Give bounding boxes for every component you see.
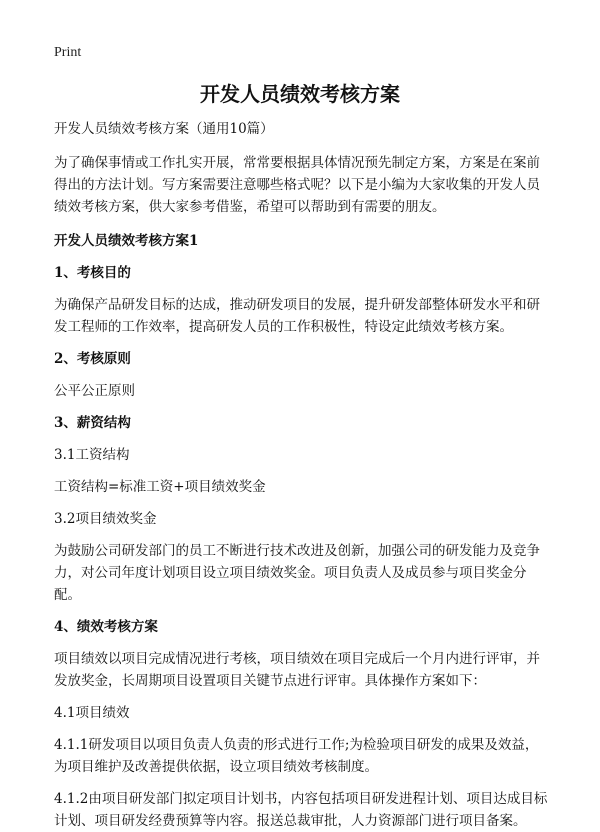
section-4-1-1-text: 4.1.1研发项目以项目负责人负责的形式进行工作;为检验项目研发的成果及效益，为项目维护及改善提供依据，设立项目绩效考核制度。 (54, 737, 539, 775)
section-3-2-heading: 3.2项目绩效奖金 (54, 511, 157, 527)
section-3-heading: 3、薪资结构 (54, 415, 131, 431)
section-4-text: 项目绩效以项目完成情况进行考核，项目绩效在项目完成后一个月内进行评审，并发放奖金，长周期项目设置项目关键节点进行评审。具体操作方案如下： (54, 651, 540, 689)
section-4-1-2-text: 4.1.2由项目研发部门拟定项目计划书，内容包括项目研发进程计划、项目达成目标计划、项目研发经费预算等内容。报送总裁审批，人力资源部门进行项目备案。 (54, 791, 548, 829)
section-4-heading: 4、绩效考核方案 (54, 619, 158, 635)
section-1-text: 为确保产品研发目标的达成，推动研发项目的发展，提升研发部整体研发水平和研发工程师的工作效率，提高研发人员的工作积极性，特设定此绩效考核方案。 (54, 297, 540, 335)
section-4-1-heading: 4.1项目绩效 (54, 705, 130, 721)
document-body (54, 118, 550, 832)
intro-paragraph: 为了确保事情或工作扎实开展，常常要根据具体情况预先制定方案，方案是在案前得出的方法计划。写方案需要注意哪些格式呢？以下是小编为大家收集的开发人员绩效考核方案，供大家参考借鉴，希望可以帮助到有需要的朋友。 (54, 155, 540, 215)
document-title: 开发人员绩效考核方案 (200, 82, 400, 106)
plan1-title: 开发人员绩效考核方案1 (54, 233, 199, 249)
section-3-1-text: 工资结构=标准工资+项目绩效奖金 (54, 479, 266, 495)
section-2-heading: 2、考核原则 (54, 351, 131, 367)
section-2-text: 公平公正原则 (54, 383, 135, 399)
document-subtitle: 开发人员绩效考核方案（通用10篇） (54, 121, 274, 137)
print-label: Print (54, 45, 82, 60)
section-3-1-heading: 3.1工资结构 (54, 447, 130, 463)
section-3-2-text: 为鼓励公司研发部门的员工不断进行技术改进及创新，加强公司的研发能力及竞争力，对公司年度计划项目设立项目绩效奖金。项目负责人及成员参与项目奖金分配。 (54, 543, 540, 603)
section-1-heading: 1、考核目的 (54, 265, 131, 281)
